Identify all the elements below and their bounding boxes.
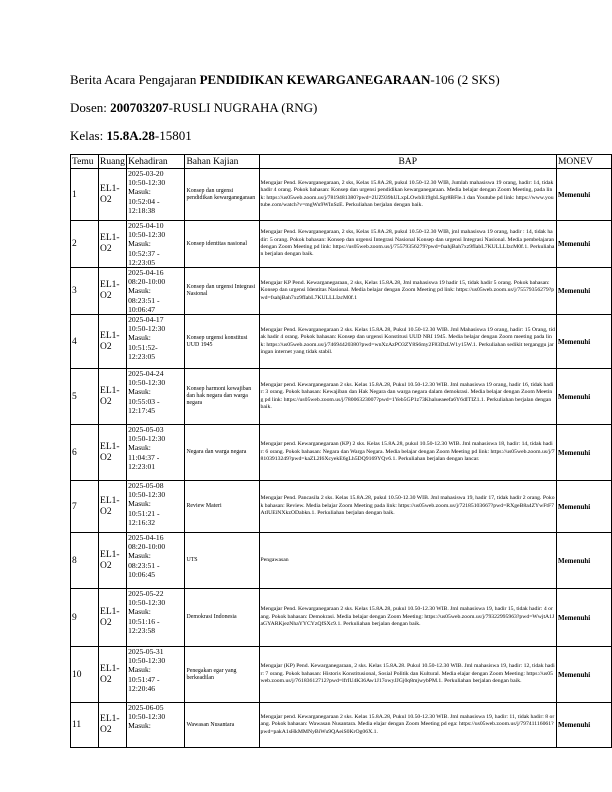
table-row (71, 315, 612, 369)
kehadiran-cell (127, 425, 185, 481)
masuk-label: Masuk: (128, 333, 151, 343)
col-header-kehadiran: Kehadiran (127, 155, 185, 169)
bahan-kajian-cell: Negara dan warga negara (185, 425, 259, 481)
ruang-cell: EL1-O2 (99, 268, 127, 315)
bap-cell: Mengajar (KP) Pend. Kewarganegaraan, 2 sks. Kelas 15.8A.28. Pukul 10.50-12.30 WIB. Jml mahasiswa 19, hadir: 12, tidak hadir: 7 orang. Pokok bahasan: Historis Konstitusional, Sosial Politik dan Kultural. Media elajar dengan Zoom Meeting: https://us05web.zoom.us/j/76183612712?pwd=lfrIU4K36Aw1J17owyJJGj0q8mjwybPM.1. Perkuliahan berjalan dengan baik. (259, 647, 556, 703)
monev-cell: Memenuhi (556, 169, 611, 221)
temu-cell: 7 (71, 481, 99, 533)
temu-cell: 11 (71, 703, 99, 748)
monev-cell: Memenuhi (556, 425, 611, 481)
masuk-time: 10:55:03 - 12:17:45 (128, 396, 160, 415)
bap-cell: Mengajar KP Pend. Kewarganegaraan, 2 sks, Kelas 15.8A.28, Jml mahasiswa 19 hadir 15, tidak hadir 5 orang. Pokok bahasan: Konsep dan urgensi Identitas Nasional. Media belajar dengan Zoom Meeting pd link: https://us05web.zoom.us/j/75579356279?pwd=fsahjBah7xz9fIabL7KULLLIzcM0f.1 (259, 268, 556, 315)
class-label: Kelas: (70, 128, 107, 143)
ruang-cell: EL1-O2 (99, 425, 127, 481)
bahan-kajian-cell: Konsep harmoni kewajiban dan hak negara dan warga negara (185, 369, 259, 425)
masuk-time: 10:51:16 - 12:23:58 (128, 616, 160, 635)
course-name: PENDIDIKAN KEWARGANEGARAAN (199, 72, 431, 87)
session-time: 08:20-10:00 (128, 277, 166, 287)
table-row (71, 369, 612, 425)
temu-cell: 4 (71, 315, 99, 369)
session-time: 10:50-12:30 (128, 434, 166, 444)
masuk-label: Masuk: (128, 387, 151, 397)
table-row (71, 647, 612, 703)
col-header-bap: BAP (259, 155, 556, 169)
class-line (70, 128, 192, 144)
bap-cell: Mengajar Pend. Kewarganegaraan 2 sks. Kelas 15.8A.28, pukul 10.50-12.30 WIB. Jml mahasiswa 19, hadir 15, tidak hadir: 4 orang. Pokok bahasan: Demokrasi. Media belajar dengan Zoom Meeting: https://us05web.zoom.us/j/79322995963?pwd=WwjtA1JaGYARKjezNhaYYCYzQfSXc9.1. Perkuliahan berjalan dengan baik. (259, 589, 556, 647)
session-date: 2025-04-16 (128, 533, 164, 543)
masuk-label: Masuk: (128, 286, 151, 296)
col-header-ruang: Ruang (100, 156, 125, 167)
class-id: 15.8A.28 (106, 128, 155, 143)
session-time: 10:50-12:30 (128, 178, 166, 188)
masuk-label: Masuk: (128, 551, 151, 561)
kehadiran-cell (127, 315, 185, 369)
bap-cell: Mengajar pend. Kewarganegaraan (KP) 2 sks. Kelas 15.8A.28, pukul 10.50-12.30 WIB. Jml mahasiswa 18, hadir: 14, tidak hadir: 6 orang. Pokok bahasan: Negara dan Warga Negara. Media belajar dengan Zoom Meeting pd link: https://us05web.zoom.us/j/78103913249?pwd=kaZL2I6XcyekE6gLh5DQ9169YQv6.1. Perkuliahan berjalan dengan lancar. (259, 425, 556, 481)
class-code: -15801 (154, 128, 192, 143)
table-row (71, 221, 612, 268)
masuk-label: Masuk: (128, 665, 151, 675)
session-date: 2025-06-05 (128, 703, 164, 713)
table-row (71, 589, 612, 647)
session-time: 08:20-10:00 (128, 542, 166, 552)
temu-cell: 1 (71, 169, 99, 221)
masuk-time: 10:52:37 - 12:23:05 (128, 248, 160, 267)
masuk-label: Masuk: (128, 499, 151, 509)
masuk-time: 11:04:37 - 12:23:01 (128, 452, 160, 471)
session-time: 10:50-12:30 (128, 598, 166, 608)
table-row (71, 169, 612, 221)
ruang-cell: EL1-O2 (99, 589, 127, 647)
title-suffix: -106 (2 SKS) (430, 72, 500, 87)
monev-cell: Memenuhi (556, 221, 611, 268)
bap-cell: Mengajar pend. Kewarganegaraan 2 sks. Kelas 15.8A.28, Pukul 10.50-12.30 WIB. Jml mahasiswa 19 orang, hadir 16, tidak hadir: 3 orang. Pokok bahasan: Kewajiban dan Hak Negara dan warga negara dalam demokrasi. Media belajar dengan Zoom Meeting pd link: https://us05web.zoom.us/j/78006323007?pwd=1Yeb5GP1z73Khalueaeefa6Y6dITIZ1.1. Perkuliahan berjalan dengan baik. (259, 369, 556, 425)
temu-cell: 8 (71, 533, 99, 589)
bap-cell: Mengajar Pend. Pancasila 2 sks. Kelas 15.8A.28, pukul 10.50-12.30 WIB. Jml mahasiswa 19, hadir 17, tidak hadir 2 orang. Pokok bahasan: Review. Media belajar Zoom Meeting pada link: https://us05web.zoom.us/j/72185103667?pwd=RXgeB8a4ZYwFtF7AtIUEiNXkzODabkn.1. Perkuliahan berjalan dengan baik. (259, 481, 556, 533)
bap-table (70, 154, 612, 748)
masuk-time: 10:51:21 - 12:16:32 (128, 508, 160, 527)
bap-cell: Mengajar Pend. Kewarganegaraan 2 sks. Kelas 15.8A.28, Pukul 10.50-12.30 WIB. Jml Mahasiswa 19 orang, hadir: 15 Orang, tidak hadir 4 orang. Pokok bahasan: Konsep dan urgensi Konstitusi UUD NRI 1945. Media belajar dengan Zoom meeting pada link: https://us05web.zoom.us/j/74694420380?pwd=wnXzAzPO3ZY8S6my2F83DzLW1y15W.1. Perkuliahan sedikit terganggu jaringan internet yang tidak stabil. (259, 315, 556, 369)
col-header-bahan: Bahan Kajian (185, 155, 259, 169)
bahan-kajian-cell: Penegakan egar yang berkeadilan (185, 647, 259, 703)
masuk-time: 10:51:52- 12:23:05 (128, 342, 158, 361)
monev-cell: Memenuhi (556, 589, 611, 647)
ruang-cell: EL1-O2 (99, 221, 127, 268)
table-row (71, 533, 612, 589)
kehadiran-cell (127, 589, 185, 647)
bahan-kajian-cell: Konsep urgensi konstitusi UUD 1945 (185, 315, 259, 369)
masuk-label: Masuk: (128, 721, 151, 731)
temu-cell: 10 (71, 647, 99, 703)
masuk-label: Masuk: (128, 443, 151, 453)
bap-cell: Mengajar pend. Kewarganegaraan 2 sks. Kelas 15.8A.28, Pukul 10.50-12.30 WIB. Jml mahasiswa 19, hadir: 11, tidak hadir: 8 orang. Pokok bahasan: Wawasan Nusantara. Media elajar dengan Zoom Meeting pd ega: https://us05web.zoom.us/j/79741116061?pwd=pakA1sHkMMNyBiWu9QAeiS0KrOg06X.1. (259, 703, 556, 748)
lecturer-id: 200703207 (110, 100, 169, 115)
monev-cell: Memenuhi (556, 481, 611, 533)
ruang-cell: EL1-O2 (99, 703, 127, 748)
table-header-row (71, 155, 612, 169)
monev-cell: Memenuhi (556, 369, 611, 425)
bahan-kajian-cell: Demokrasi Indonesia (185, 589, 259, 647)
bahan-kajian-cell: Wawasan Nusantara (185, 703, 259, 748)
lecturer-name: -RUSLI NUGRAHA (RNG) (168, 100, 318, 115)
title-prefix: Berita Acara Pengajaran (70, 72, 200, 87)
session-time: 10:50-12:30 (128, 490, 166, 500)
kehadiran-cell (127, 647, 185, 703)
lecturer-label: Dosen: (70, 100, 111, 115)
masuk-label: Masuk: (128, 239, 151, 249)
session-time: 10:50-12:30 (128, 656, 166, 666)
session-date: 2025-05-22 (128, 589, 164, 599)
session-time: 10:50-12:30 (128, 230, 166, 240)
kehadiran-cell (127, 268, 185, 315)
session-time: 10:50-12:30 (128, 712, 166, 722)
temu-cell: 6 (71, 425, 99, 481)
bahan-kajian-cell: Review Materi (185, 481, 259, 533)
kehadiran-cell (127, 221, 185, 268)
session-time: 10:50-12:30 (128, 378, 166, 388)
temu-cell: 3 (71, 268, 99, 315)
kehadiran-cell (127, 481, 185, 533)
bahan-kajian-cell: Konsep identitas nasional (185, 221, 259, 268)
temu-cell: 5 (71, 369, 99, 425)
ruang-cell: EL1-O2 (99, 533, 127, 589)
table-row (71, 703, 612, 748)
ruang-cell: EL1-O2 (99, 369, 127, 425)
bahan-kajian-cell: Konsep dan urgensi pendidikan kewarganegaraan (185, 169, 259, 221)
col-header-monev: MONEV (556, 155, 611, 169)
ruang-cell: EL1-O2 (99, 647, 127, 703)
lecturer-line (70, 100, 317, 116)
ruang-cell: EL1-O2 (99, 481, 127, 533)
session-date: 2025-04-24 (128, 369, 164, 379)
table-row (71, 481, 612, 533)
session-date: 2025-03-20 (128, 169, 164, 178)
session-date: 2025-05-31 (128, 647, 164, 657)
session-date: 2025-04-17 (128, 315, 164, 325)
session-date: 2025-04-16 (128, 268, 164, 278)
col-header-temu: Temu (71, 155, 99, 169)
kehadiran-cell (127, 703, 185, 748)
masuk-time: 08:23:51 - 10:06:47 (128, 295, 160, 314)
bap-cell: Mengajar Pend. Kewarganegaraan, 2 sks, Kelas 15.8A.28, pukul 10.50-12.30 WIB, Jumlah mahasiswa 19 orang, hadir: 14, tidak hadir 4 orang. Pokok bahasan: Konsep dan urgensi pendidikan kewarganegaraan. Media belajar dengan Zoom Meeting, pada link: https://us05web.zoom.us/j/7819481380?pwd=2UZ939hULxpLOwbIi19gbLSgr8BFle.1 dan Youtube pd link: https://www.youtube.com/watch?v=mgWu9WInSzE. Perkuliahan berjalan dengan baik. (259, 169, 556, 221)
masuk-time: 08:23:51 - 10:06:45 (128, 560, 160, 579)
kehadiran-cell (127, 369, 185, 425)
monev-cell: Memenuhi (556, 703, 611, 748)
kehadiran-cell (127, 169, 185, 221)
ruang-cell: EL1-O2 (99, 315, 127, 369)
monev-cell: Memenuhi (556, 315, 611, 369)
session-date: 2025-05-03 (128, 425, 164, 435)
session-date: 2025-04-10 (128, 221, 164, 230)
ruang-cell: EL1-O2 (99, 169, 127, 221)
temu-cell: 2 (71, 221, 99, 268)
masuk-label: Masuk: (128, 607, 151, 617)
session-date: 2025-05-08 (128, 481, 164, 491)
bap-cell: Mengajar Pend. Kewarganegaraan, 2 sks, Kelas 15.8A.28, pukul 10.50-12.30 WIB, jml mahasiswa 19 orang, hadir : 14, tidak hadir: 5 orang. Pokok bahasan: Konsep dan urgensi Integrasi Nasional Konsep dan urgensi Integrasi Nasional. Media pembelajaran dengan Zoom Meeting pd link: https://us05web.zoom.us/j/75579356279?pwd=fsahjBah7xz9fIabL7KULLLIzcM0f.1. Perkuliahan berjalan dengan baik. (259, 221, 556, 268)
bahan-kajian-cell: UTS (185, 533, 259, 589)
page-title (70, 72, 500, 88)
masuk-label: Masuk: (128, 187, 151, 197)
monev-cell: Memenuhi (556, 268, 611, 315)
masuk-time: 10:52:04 - 12:18:38 (128, 196, 160, 215)
table-row (71, 268, 612, 315)
bap-cell: Pengawasan (259, 533, 556, 589)
monev-cell: Memenuhi (556, 647, 611, 703)
bahan-kajian-cell: Konsep dan urgensi Integrasi Nasional (185, 268, 259, 315)
kehadiran-cell (127, 533, 185, 589)
session-time: 10:50-12:30 (128, 324, 166, 334)
temu-cell: 9 (71, 589, 99, 647)
monev-cell: Memenuhi (556, 533, 611, 589)
masuk-time: 10:51:47 - 12:20:46 (128, 674, 160, 693)
table-row (71, 425, 612, 481)
